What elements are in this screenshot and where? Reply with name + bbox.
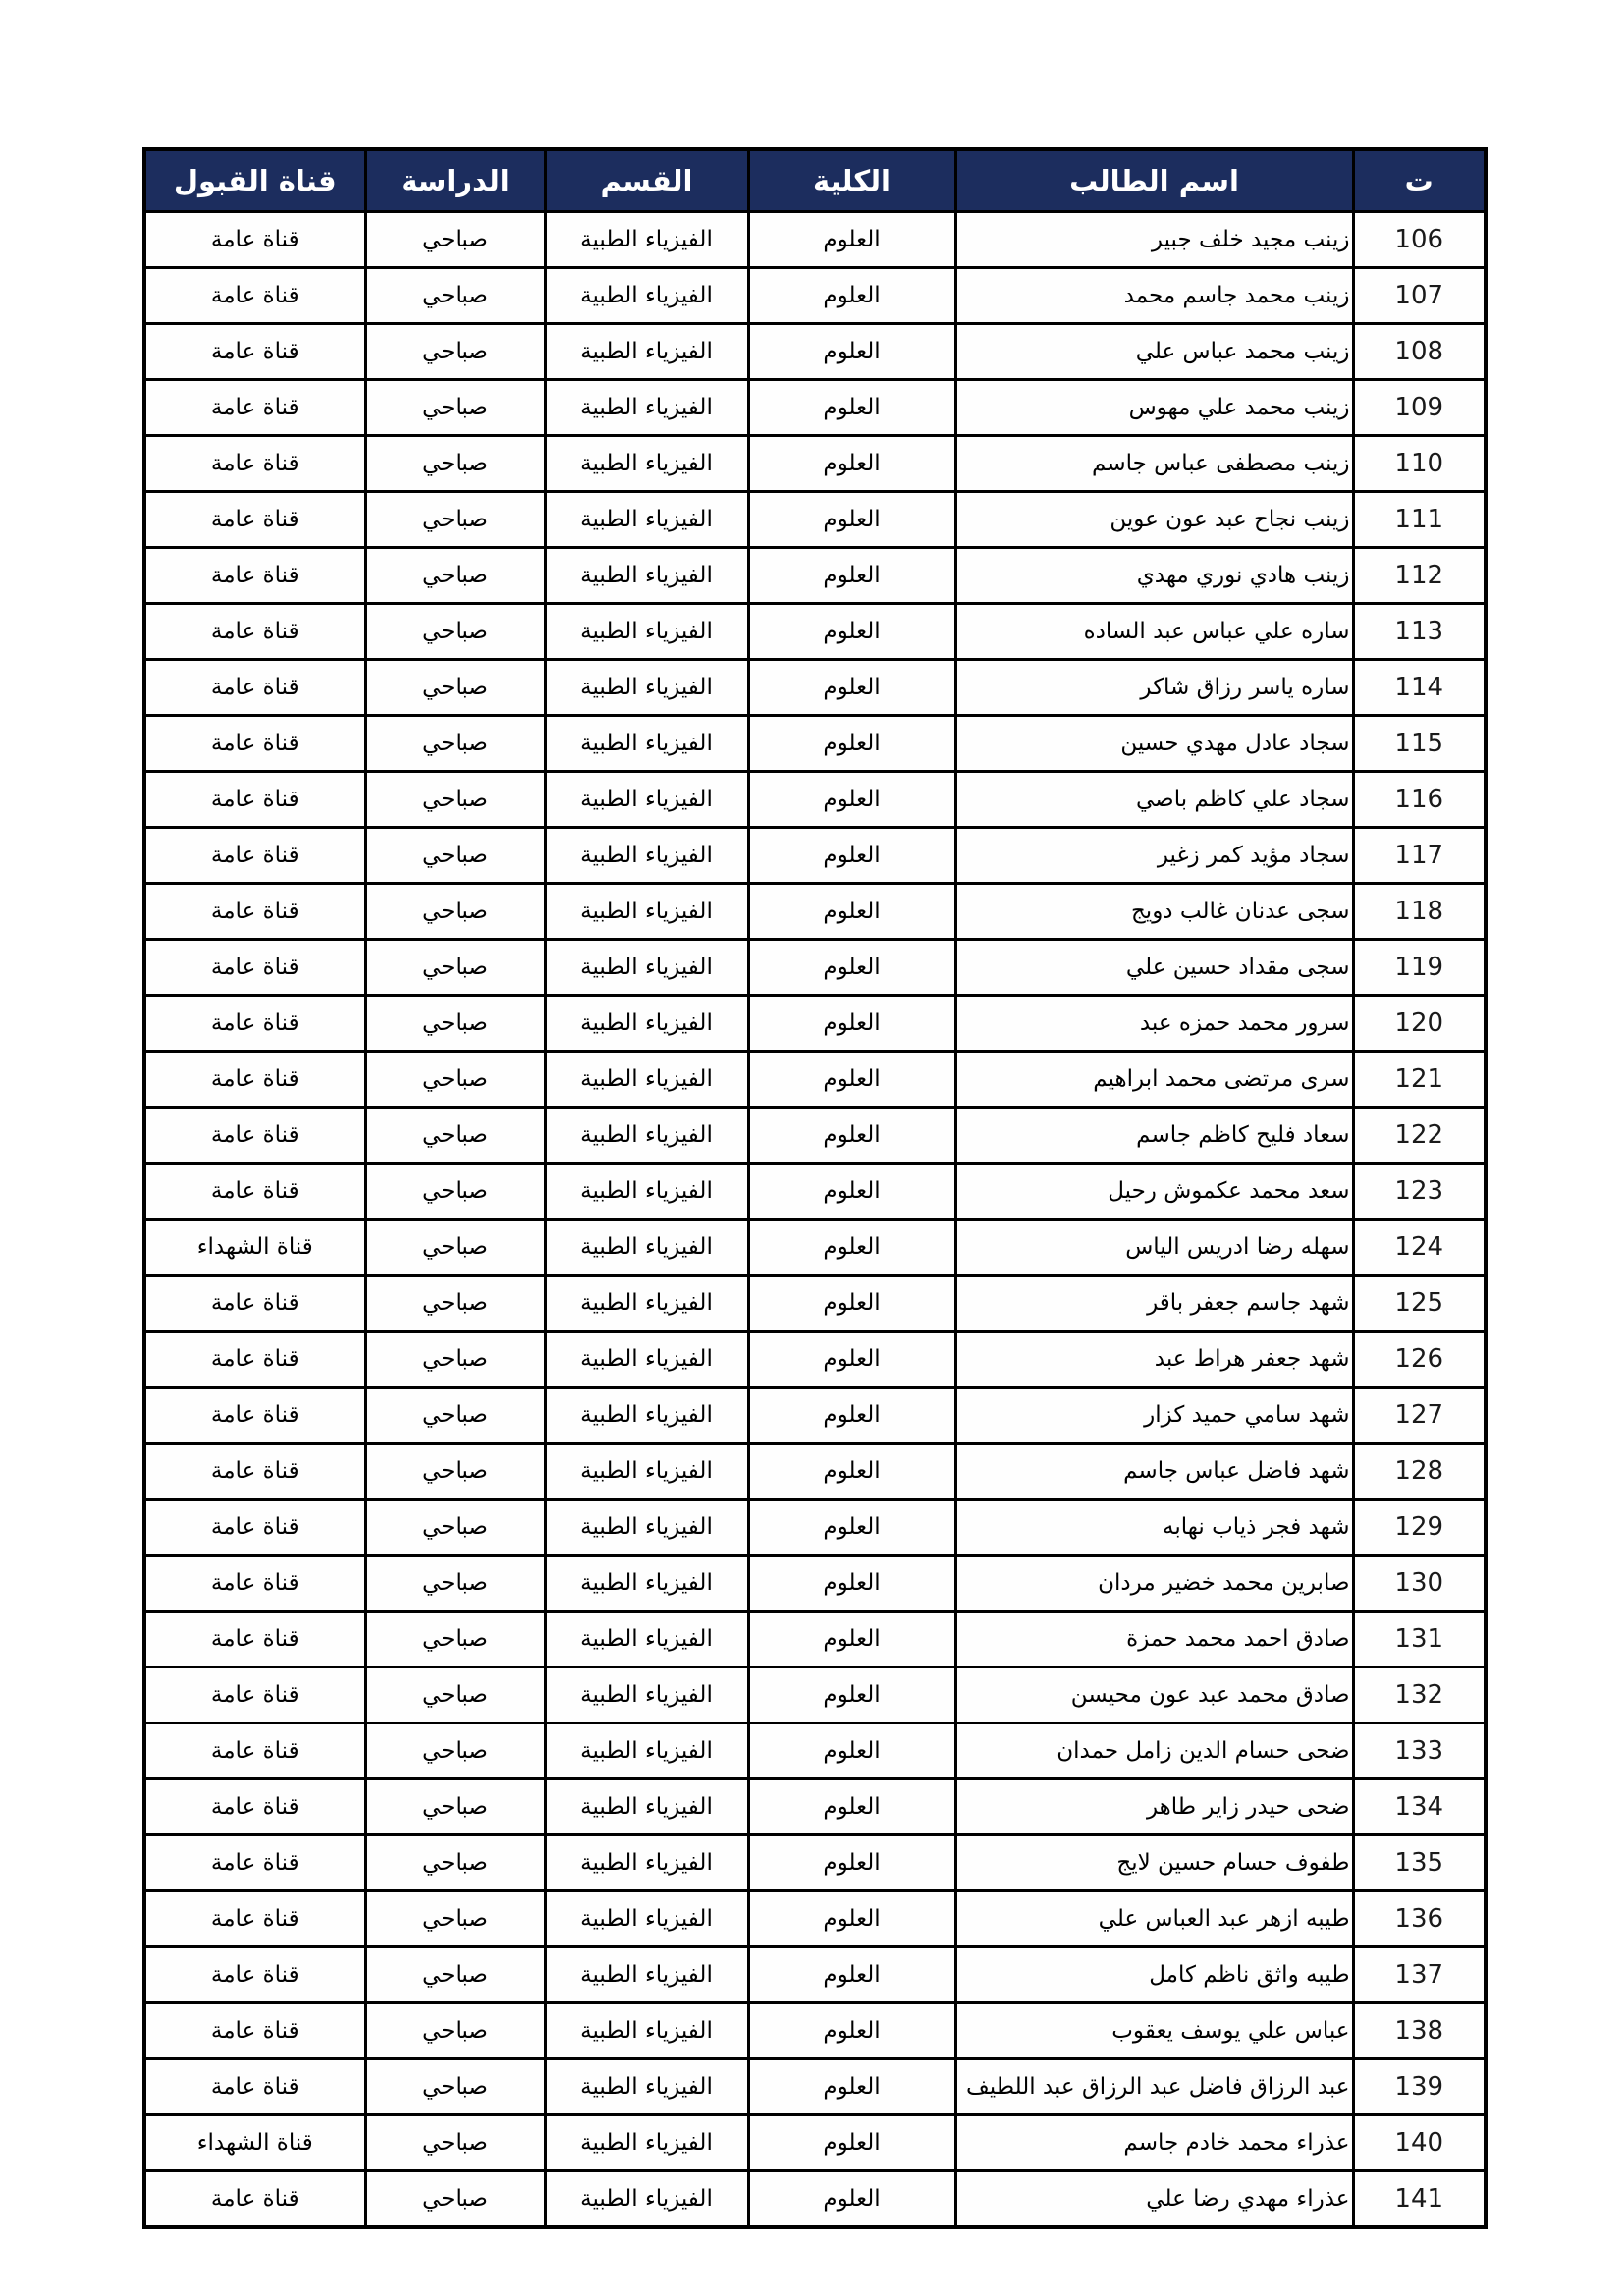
table-row: [144, 2003, 1486, 2059]
cell-study: صباحي: [365, 2171, 545, 2228]
cell-study: صباحي: [365, 1052, 545, 1108]
table-row: [144, 324, 1486, 380]
cell-admission-channel: قناة عامة: [144, 1052, 365, 1108]
table-row: [144, 492, 1486, 548]
cell-study: صباحي: [365, 828, 545, 884]
cell-department: الفيزياء الطبية: [545, 1891, 748, 1947]
cell-college: العلوم: [748, 1556, 955, 1612]
column-header-study: الدراسة: [365, 149, 545, 212]
cell-college: العلوم: [748, 1612, 955, 1667]
cell-study: صباحي: [365, 716, 545, 772]
column-header-college: الكلية: [748, 149, 955, 212]
cell-student-name: سرور محمد حمزه عبد: [955, 996, 1353, 1052]
table-row: [144, 1891, 1486, 1947]
cell-study: صباحي: [365, 1164, 545, 1220]
cell-admission-channel: قناة عامة: [144, 1612, 365, 1667]
cell-admission-channel: قناة عامة: [144, 604, 365, 660]
cell-admission-channel: قناة عامة: [144, 2003, 365, 2059]
cell-college: العلوم: [748, 1835, 955, 1891]
cell-study: صباحي: [365, 492, 545, 548]
cell-college: العلوم: [748, 1500, 955, 1556]
cell-department: الفيزياء الطبية: [545, 996, 748, 1052]
cell-college: العلوم: [748, 2059, 955, 2115]
table-row: [144, 1164, 1486, 1220]
cell-student-name: ساره ياسر رزاق شاكر: [955, 660, 1353, 716]
column-header-admission-channel: قناة القبول: [144, 149, 365, 212]
cell-index: 132: [1353, 1667, 1486, 1723]
cell-department: الفيزياء الطبية: [545, 492, 748, 548]
cell-department: الفيزياء الطبية: [545, 1276, 748, 1332]
cell-index: 139: [1353, 2059, 1486, 2115]
cell-student-name: زينب مصطفى عباس جاسم: [955, 436, 1353, 492]
table-row: [144, 1444, 1486, 1500]
cell-index: 118: [1353, 884, 1486, 940]
cell-study: صباحي: [365, 1723, 545, 1779]
table-row: [144, 1276, 1486, 1332]
cell-admission-channel: قناة عامة: [144, 1332, 365, 1388]
cell-college: العلوم: [748, 1723, 955, 1779]
cell-admission-channel: قناة عامة: [144, 1276, 365, 1332]
cell-college: العلوم: [748, 548, 955, 604]
table-row: [144, 1556, 1486, 1612]
table-row: [144, 1108, 1486, 1164]
cell-department: الفيزياء الطبية: [545, 1667, 748, 1723]
cell-study: صباحي: [365, 1276, 545, 1332]
cell-college: العلوم: [748, 772, 955, 828]
cell-index: 137: [1353, 1947, 1486, 2003]
cell-department: الفيزياء الطبية: [545, 1444, 748, 1500]
cell-student-name: عباس علي يوسف يعقوب: [955, 2003, 1353, 2059]
cell-study: صباحي: [365, 268, 545, 324]
table-row: [144, 212, 1486, 268]
cell-study: صباحي: [365, 1835, 545, 1891]
cell-college: العلوم: [748, 2003, 955, 2059]
cell-study: صباحي: [365, 884, 545, 940]
cell-admission-channel: قناة عامة: [144, 548, 365, 604]
cell-study: صباحي: [365, 996, 545, 1052]
cell-admission-channel: قناة عامة: [144, 1388, 365, 1444]
cell-department: الفيزياء الطبية: [545, 1612, 748, 1667]
cell-admission-channel: قناة عامة: [144, 2171, 365, 2228]
cell-college: العلوم: [748, 1332, 955, 1388]
column-header-student-name: اسم الطالب: [955, 149, 1353, 212]
cell-student-name: عبد الرزاق فاضل عبد الرزاق عبد اللطيف: [955, 2059, 1353, 2115]
table-row: [144, 1835, 1486, 1891]
table-row: [144, 2059, 1486, 2115]
cell-study: صباحي: [365, 1779, 545, 1835]
cell-department: الفيزياء الطبية: [545, 1388, 748, 1444]
table-row: [144, 828, 1486, 884]
cell-student-name: سجى مقداد حسين علي: [955, 940, 1353, 996]
cell-admission-channel: قناة عامة: [144, 1667, 365, 1723]
table-row: [144, 1779, 1486, 1835]
table-row: [144, 940, 1486, 996]
cell-department: الفيزياء الطبية: [545, 1332, 748, 1388]
cell-study: صباحي: [365, 212, 545, 268]
cell-college: العلوم: [748, 996, 955, 1052]
cell-student-name: سعد محمد عكموش رحيل: [955, 1164, 1353, 1220]
cell-student-name: سجاد علي كاظم باصي: [955, 772, 1353, 828]
cell-index: 125: [1353, 1276, 1486, 1332]
table-row: [144, 436, 1486, 492]
cell-index: 122: [1353, 1108, 1486, 1164]
cell-study: صباحي: [365, 1947, 545, 2003]
table-row: [144, 1947, 1486, 2003]
cell-college: العلوم: [748, 1052, 955, 1108]
cell-index: 115: [1353, 716, 1486, 772]
cell-student-name: سعاد فليح كاظم جاسم: [955, 1108, 1353, 1164]
header-row: [144, 149, 1486, 212]
cell-admission-channel: قناة عامة: [144, 1444, 365, 1500]
cell-student-name: ضحى حيدر زاير طاهر: [955, 1779, 1353, 1835]
cell-college: العلوم: [748, 436, 955, 492]
cell-index: 110: [1353, 436, 1486, 492]
cell-student-name: عذراء محمد خادم جاسم: [955, 2115, 1353, 2171]
cell-college: العلوم: [748, 268, 955, 324]
cell-student-name: صادق محمد عبد عون محيسن: [955, 1667, 1353, 1723]
cell-index: 121: [1353, 1052, 1486, 1108]
cell-index: 120: [1353, 996, 1486, 1052]
cell-index: 134: [1353, 1779, 1486, 1835]
cell-department: الفيزياء الطبية: [545, 940, 748, 996]
cell-study: صباحي: [365, 1891, 545, 1947]
cell-student-name: زينب محمد جاسم محمد: [955, 268, 1353, 324]
column-header-department: القسم: [545, 149, 748, 212]
cell-index: 108: [1353, 324, 1486, 380]
cell-student-name: زينب نجاح عبد عون عوين: [955, 492, 1353, 548]
cell-study: صباحي: [365, 1500, 545, 1556]
table-row: [144, 604, 1486, 660]
cell-student-name: ضحى حسام الدين زامل حمدان: [955, 1723, 1353, 1779]
cell-admission-channel: قناة عامة: [144, 268, 365, 324]
cell-admission-channel: قناة عامة: [144, 1891, 365, 1947]
cell-college: العلوم: [748, 1891, 955, 1947]
cell-student-name: شهد سامي حميد كزار: [955, 1388, 1353, 1444]
cell-college: العلوم: [748, 1108, 955, 1164]
table-header: [144, 149, 1486, 212]
cell-admission-channel: قناة عامة: [144, 380, 365, 436]
cell-admission-channel: قناة عامة: [144, 884, 365, 940]
cell-student-name: زينب محمد عباس علي: [955, 324, 1353, 380]
cell-admission-channel: قناة عامة: [144, 1164, 365, 1220]
table-row: [144, 2171, 1486, 2228]
cell-study: صباحي: [365, 1220, 545, 1276]
table-row: [144, 548, 1486, 604]
table-row: [144, 1052, 1486, 1108]
cell-study: صباحي: [365, 1612, 545, 1667]
table-row: [144, 1500, 1486, 1556]
cell-study: صباحي: [365, 436, 545, 492]
cell-index: 128: [1353, 1444, 1486, 1500]
cell-index: 106: [1353, 212, 1486, 268]
cell-department: الفيزياء الطبية: [545, 772, 748, 828]
cell-department: الفيزياء الطبية: [545, 1164, 748, 1220]
table-row: [144, 1612, 1486, 1667]
cell-admission-channel: قناة عامة: [144, 1723, 365, 1779]
cell-college: العلوم: [748, 324, 955, 380]
cell-college: العلوم: [748, 660, 955, 716]
cell-student-name: سهله رضا ادريس الياس: [955, 1220, 1353, 1276]
cell-department: الفيزياء الطبية: [545, 2059, 748, 2115]
table-row: [144, 1388, 1486, 1444]
cell-study: صباحي: [365, 2059, 545, 2115]
cell-department: الفيزياء الطبية: [545, 1779, 748, 1835]
cell-student-name: صادق احمد محمد حمزة: [955, 1612, 1353, 1667]
cell-admission-channel: قناة الشهداء: [144, 1220, 365, 1276]
cell-college: العلوم: [748, 828, 955, 884]
cell-college: العلوم: [748, 2115, 955, 2171]
table-row: [144, 716, 1486, 772]
cell-student-name: زينب مجيد خلف جبير: [955, 212, 1353, 268]
cell-study: صباحي: [365, 2115, 545, 2171]
cell-index: 140: [1353, 2115, 1486, 2171]
cell-student-name: سجاد مؤيد كمر زغير: [955, 828, 1353, 884]
cell-student-name: طفوف حسام حسين لايج: [955, 1835, 1353, 1891]
cell-study: صباحي: [365, 604, 545, 660]
cell-admission-channel: قناة عامة: [144, 772, 365, 828]
cell-study: صباحي: [365, 1332, 545, 1388]
cell-student-name: شهد جعفر هراط عبد: [955, 1332, 1353, 1388]
cell-student-name: زينب محمد علي مهوس: [955, 380, 1353, 436]
table-row: [144, 884, 1486, 940]
cell-department: الفيزياء الطبية: [545, 604, 748, 660]
cell-study: صباحي: [365, 1108, 545, 1164]
cell-college: العلوم: [748, 212, 955, 268]
cell-department: الفيزياء الطبية: [545, 1556, 748, 1612]
cell-student-name: سجاد عادل مهدي حسين: [955, 716, 1353, 772]
cell-admission-channel: قناة عامة: [144, 996, 365, 1052]
cell-index: 107: [1353, 268, 1486, 324]
table-row: [144, 1332, 1486, 1388]
cell-department: الفيزياء الطبية: [545, 268, 748, 324]
table-row: [144, 268, 1486, 324]
cell-college: العلوم: [748, 1444, 955, 1500]
cell-department: الفيزياء الطبية: [545, 2003, 748, 2059]
cell-student-name: صابرين محمد خضير مردان: [955, 1556, 1353, 1612]
cell-college: العلوم: [748, 380, 955, 436]
cell-index: 119: [1353, 940, 1486, 996]
cell-index: 136: [1353, 1891, 1486, 1947]
cell-study: صباحي: [365, 1667, 545, 1723]
cell-admission-channel: قناة عامة: [144, 1835, 365, 1891]
table-row: [144, 660, 1486, 716]
cell-study: صباحي: [365, 1388, 545, 1444]
cell-department: الفيزياء الطبية: [545, 548, 748, 604]
cell-student-name: سرى مرتضى محمد ابراهيم: [955, 1052, 1353, 1108]
cell-student-name: شهد جاسم جعفر باقر: [955, 1276, 1353, 1332]
cell-admission-channel: قناة عامة: [144, 492, 365, 548]
cell-admission-channel: قناة عامة: [144, 1556, 365, 1612]
cell-index: 133: [1353, 1723, 1486, 1779]
cell-department: الفيزياء الطبية: [545, 2115, 748, 2171]
cell-admission-channel: قناة الشهداء: [144, 2115, 365, 2171]
cell-index: 109: [1353, 380, 1486, 436]
cell-department: الفيزياء الطبية: [545, 212, 748, 268]
cell-department: الفيزياء الطبية: [545, 1220, 748, 1276]
cell-index: 113: [1353, 604, 1486, 660]
table-row: [144, 772, 1486, 828]
cell-index: 123: [1353, 1164, 1486, 1220]
cell-college: العلوم: [748, 1947, 955, 2003]
cell-admission-channel: قناة عامة: [144, 324, 365, 380]
cell-college: العلوم: [748, 1667, 955, 1723]
cell-student-name: زينب هادي نوري مهدي: [955, 548, 1353, 604]
cell-college: العلوم: [748, 492, 955, 548]
cell-study: صباحي: [365, 324, 545, 380]
cell-department: الفيزياء الطبية: [545, 884, 748, 940]
cell-student-name: طيبه واثق ناظم كامل: [955, 1947, 1353, 2003]
cell-admission-channel: قناة عامة: [144, 1108, 365, 1164]
cell-student-name: طيبه ازهر عبد العباس علي: [955, 1891, 1353, 1947]
table-row: [144, 1220, 1486, 1276]
cell-study: صباحي: [365, 2003, 545, 2059]
cell-index: 130: [1353, 1556, 1486, 1612]
table-row: [144, 2115, 1486, 2171]
cell-college: العلوم: [748, 716, 955, 772]
cell-index: 135: [1353, 1835, 1486, 1891]
cell-admission-channel: قناة عامة: [144, 660, 365, 716]
cell-admission-channel: قناة عامة: [144, 940, 365, 996]
cell-department: الفيزياء الطبية: [545, 716, 748, 772]
cell-admission-channel: قناة عامة: [144, 716, 365, 772]
cell-department: الفيزياء الطبية: [545, 828, 748, 884]
cell-student-name: سجى عدنان غالب دويج: [955, 884, 1353, 940]
cell-index: 127: [1353, 1388, 1486, 1444]
cell-index: 124: [1353, 1220, 1486, 1276]
cell-college: العلوم: [748, 1388, 955, 1444]
cell-index: 131: [1353, 1612, 1486, 1667]
cell-college: العلوم: [748, 1164, 955, 1220]
cell-student-name: ساره علي عباس عبد الساده: [955, 604, 1353, 660]
cell-department: الفيزياء الطبية: [545, 1052, 748, 1108]
students-table: [142, 147, 1488, 2229]
cell-department: الفيزياء الطبية: [545, 1108, 748, 1164]
cell-student-name: عذراء مهدي رضا علي: [955, 2171, 1353, 2228]
cell-index: 116: [1353, 772, 1486, 828]
cell-department: الفيزياء الطبية: [545, 1723, 748, 1779]
cell-index: 111: [1353, 492, 1486, 548]
cell-index: 129: [1353, 1500, 1486, 1556]
cell-index: 126: [1353, 1332, 1486, 1388]
cell-department: الفيزياء الطبية: [545, 1500, 748, 1556]
cell-index: 138: [1353, 2003, 1486, 2059]
cell-department: الفيزياء الطبية: [545, 1947, 748, 2003]
table-row: [144, 380, 1486, 436]
cell-study: صباحي: [365, 660, 545, 716]
cell-admission-channel: قناة عامة: [144, 828, 365, 884]
cell-admission-channel: قناة عامة: [144, 212, 365, 268]
cell-department: الفيزياء الطبية: [545, 324, 748, 380]
cell-college: العلوم: [748, 1220, 955, 1276]
cell-index: 117: [1353, 828, 1486, 884]
cell-study: صباحي: [365, 1444, 545, 1500]
cell-department: الفيزياء الطبية: [545, 380, 748, 436]
cell-department: الفيزياء الطبية: [545, 1835, 748, 1891]
cell-study: صباحي: [365, 380, 545, 436]
cell-college: العلوم: [748, 604, 955, 660]
cell-admission-channel: قناة عامة: [144, 436, 365, 492]
cell-department: الفيزياء الطبية: [545, 660, 748, 716]
cell-study: صباحي: [365, 1556, 545, 1612]
cell-study: صباحي: [365, 548, 545, 604]
table-row: [144, 996, 1486, 1052]
cell-admission-channel: قناة عامة: [144, 1779, 365, 1835]
cell-index: 114: [1353, 660, 1486, 716]
cell-student-name: شهد فجر ذياب نهابه: [955, 1500, 1353, 1556]
cell-admission-channel: قناة عامة: [144, 2059, 365, 2115]
column-header-index: ت: [1353, 149, 1486, 212]
cell-index: 112: [1353, 548, 1486, 604]
cell-study: صباحي: [365, 772, 545, 828]
cell-student-name: شهد فاضل عباس جاسم: [955, 1444, 1353, 1500]
cell-college: العلوم: [748, 884, 955, 940]
cell-college: العلوم: [748, 1779, 955, 1835]
cell-college: العلوم: [748, 940, 955, 996]
cell-admission-channel: قناة عامة: [144, 1947, 365, 2003]
cell-admission-channel: قناة عامة: [144, 1500, 365, 1556]
table-body: [144, 212, 1486, 2228]
cell-college: العلوم: [748, 1276, 955, 1332]
cell-college: العلوم: [748, 2171, 955, 2228]
cell-department: الفيزياء الطبية: [545, 2171, 748, 2228]
table-row: [144, 1667, 1486, 1723]
cell-study: صباحي: [365, 940, 545, 996]
cell-department: الفيزياء الطبية: [545, 436, 748, 492]
table-row: [144, 1723, 1486, 1779]
cell-index: 141: [1353, 2171, 1486, 2228]
